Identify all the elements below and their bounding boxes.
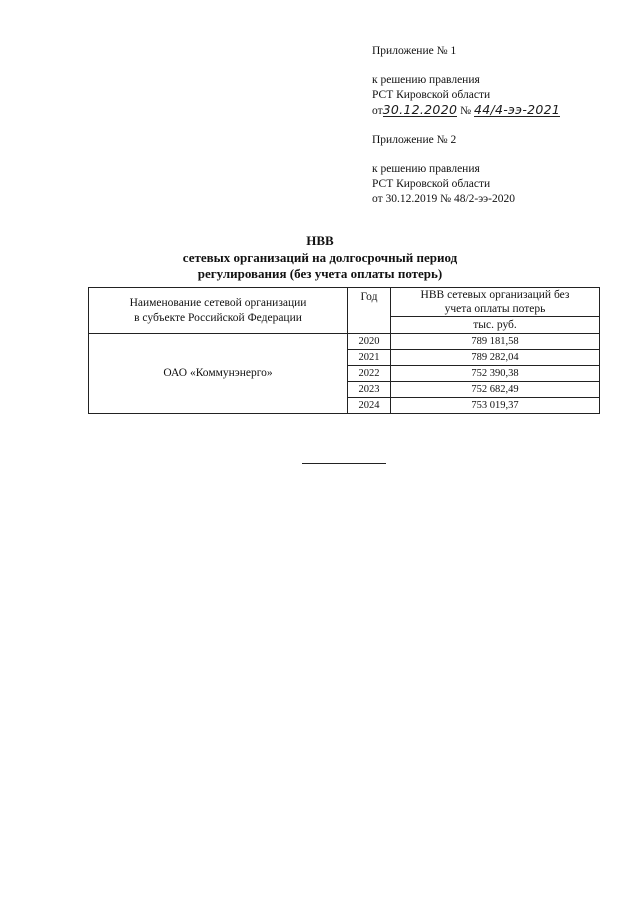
- column-header-value: НВВ сетевых организаций без учета оплаты потерь: [391, 288, 600, 317]
- appendix-2-label: Приложение № 2: [372, 134, 457, 146]
- heading-line1: НВВ: [306, 233, 334, 248]
- value-cell: 789 181,58: [391, 334, 600, 350]
- table-header-row: [89, 288, 600, 317]
- nvv-table: [88, 287, 600, 414]
- appendix-1-label: Приложение № 1: [372, 45, 457, 57]
- handwritten-number: 44/4-ээ-2021: [473, 102, 561, 117]
- end-separator-line: [302, 463, 386, 464]
- unit-cell: тыс. руб.: [391, 317, 600, 334]
- appendix-1-date-line: [372, 103, 560, 119]
- year-cell: 2020: [348, 334, 391, 350]
- year-cell: 2024: [348, 398, 391, 414]
- appendix-2-title: [372, 133, 456, 148]
- column-header-organization: Наименование сетевой организации в субъекте Российской Федерации: [89, 288, 348, 334]
- value-cell: 753 019,37: [391, 398, 600, 414]
- year-cell: 2022: [348, 366, 391, 382]
- date-prefix: от: [372, 105, 383, 117]
- value-cell: 752 682,49: [391, 382, 600, 398]
- appendix-1-decision-line2: РСТ Кировской области: [372, 89, 491, 101]
- year-cell: 2023: [348, 382, 391, 398]
- appendix-1-decision: [372, 73, 560, 119]
- appendix-2-decision-line1: к решению правления: [372, 163, 480, 175]
- number-prefix: №: [457, 105, 474, 117]
- year-cell: 2021: [348, 350, 391, 366]
- column-header-year: Год: [348, 288, 391, 334]
- appendix-2-date-line: от 30.12.2019 № 48/2-ээ-2020: [372, 193, 515, 205]
- value-cell: 752 390,38: [391, 366, 600, 382]
- appendix-2-decision-line2: РСТ Кировской области: [372, 178, 491, 190]
- appendix-1-decision-line1: к решению правления: [372, 74, 480, 86]
- heading-line3: регулирования (без учета оплаты потерь): [197, 266, 443, 281]
- appendix-1-title: [372, 44, 456, 59]
- appendix-2-decision: [372, 162, 515, 207]
- value-cell: 789 282,04: [391, 350, 600, 366]
- organization-cell: ОАО «Коммунэнерго»: [89, 334, 348, 414]
- handwritten-date: 30.12.2020: [382, 102, 458, 117]
- table-row: [89, 334, 600, 350]
- heading-line2: сетевых организаций на долгосрочный период: [182, 250, 458, 265]
